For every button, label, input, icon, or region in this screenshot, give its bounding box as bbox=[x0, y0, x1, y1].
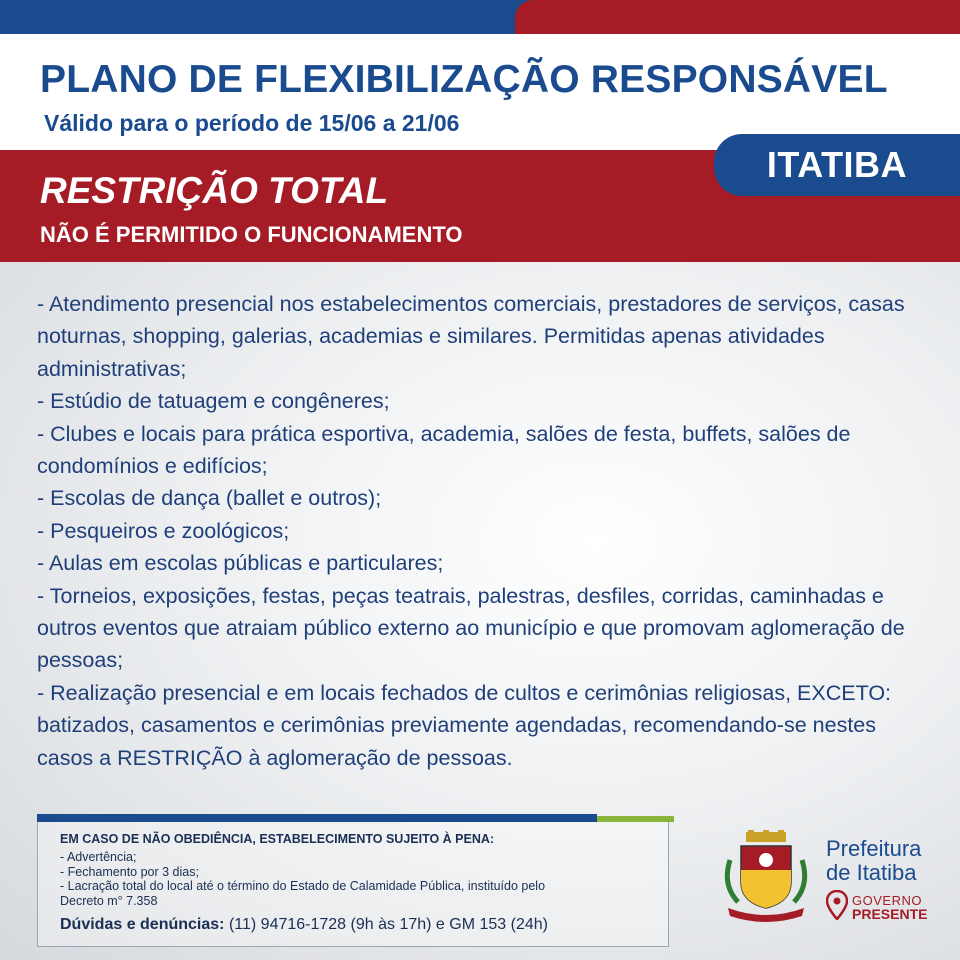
governo-label: GOVERNO bbox=[852, 893, 922, 908]
list-item: - Torneios, exposições, festas, peças teatrais, palestras, desfiles, corridas, caminhadas e outros eventos que atraiam público externo ao município e que promovam aglomeração de pessoas; bbox=[37, 583, 905, 673]
restriction-description: NÃO É PERMITIDO O FUNCIONAMENTO bbox=[40, 222, 463, 247]
list-item: - Advertência; bbox=[60, 850, 137, 864]
list-item: - Aulas em escolas públicas e particulares; bbox=[37, 551, 444, 576]
list-item: - Estúdio de tatuagem e congêneres; bbox=[37, 389, 390, 414]
page-title: PLANO DE FLEXIBILIZAÇÃO RESPONSÁVEL bbox=[40, 58, 888, 101]
validity-period: Válido para o período de 15/06 a 21/06 bbox=[44, 110, 460, 136]
penalty-list bbox=[60, 850, 660, 908]
restriction-list bbox=[37, 288, 932, 774]
list-item: - Pesqueiros e zoológicos; bbox=[37, 518, 290, 543]
location-pin-icon bbox=[826, 890, 848, 920]
list-item: - Clubes e locais para prática esportiva, academia, salões de festa, buffets, salões de condomínios e edifícios; bbox=[37, 421, 851, 479]
brand-name-line1: Prefeitura bbox=[826, 836, 922, 861]
list-item: - Atendimento presencial nos estabelecimentos comerciais, prestadores de serviços, casas noturnas, shopping, galerias, academias e similares. Permitidas apenas atividades administrativas; bbox=[37, 292, 905, 381]
restriction-level: RESTRIÇÃO TOTAL bbox=[40, 170, 389, 211]
list-item: - Realização presencial e em locais fechados de cultos e cerimônias religiosas, EXCETO: batizados, casamentos e cerimônias previamente agendadas, recomendando-se nestes casos a RESTRIÇÃO à aglomeração de pessoas. bbox=[37, 680, 892, 770]
contact-info bbox=[60, 916, 548, 934]
notice-divider-blue bbox=[37, 814, 597, 822]
contact-label: Dúvidas e denúncias: bbox=[60, 916, 225, 933]
top-stripe-blue bbox=[0, 0, 540, 34]
brand-name-line2: de Itatiba bbox=[826, 860, 917, 885]
list-item: Decreto m° 7.358 bbox=[60, 893, 158, 908]
city-badge: ITATIBA bbox=[714, 134, 960, 196]
list-item: - Lacração total do local até o término do Estado de Calamidade Pública, instituído pelo bbox=[60, 879, 546, 894]
presente-label: PRESENTE bbox=[852, 906, 928, 922]
list-item: - Fechamento por 3 dias; bbox=[60, 864, 199, 879]
contact-value: (11) 94716-1728 (9h às 17h) e GM 153 (24h) bbox=[228, 916, 548, 933]
penalty-heading: EM CASO DE NÃO OBEDIÊNCIA, ESTABELECIMENTO SUJEITO À PENA: bbox=[60, 832, 495, 846]
city-coat-of-arms-icon bbox=[716, 830, 816, 925]
top-stripe-red bbox=[515, 0, 960, 34]
list-item: - Escolas de dança (ballet e outros); bbox=[37, 486, 382, 511]
